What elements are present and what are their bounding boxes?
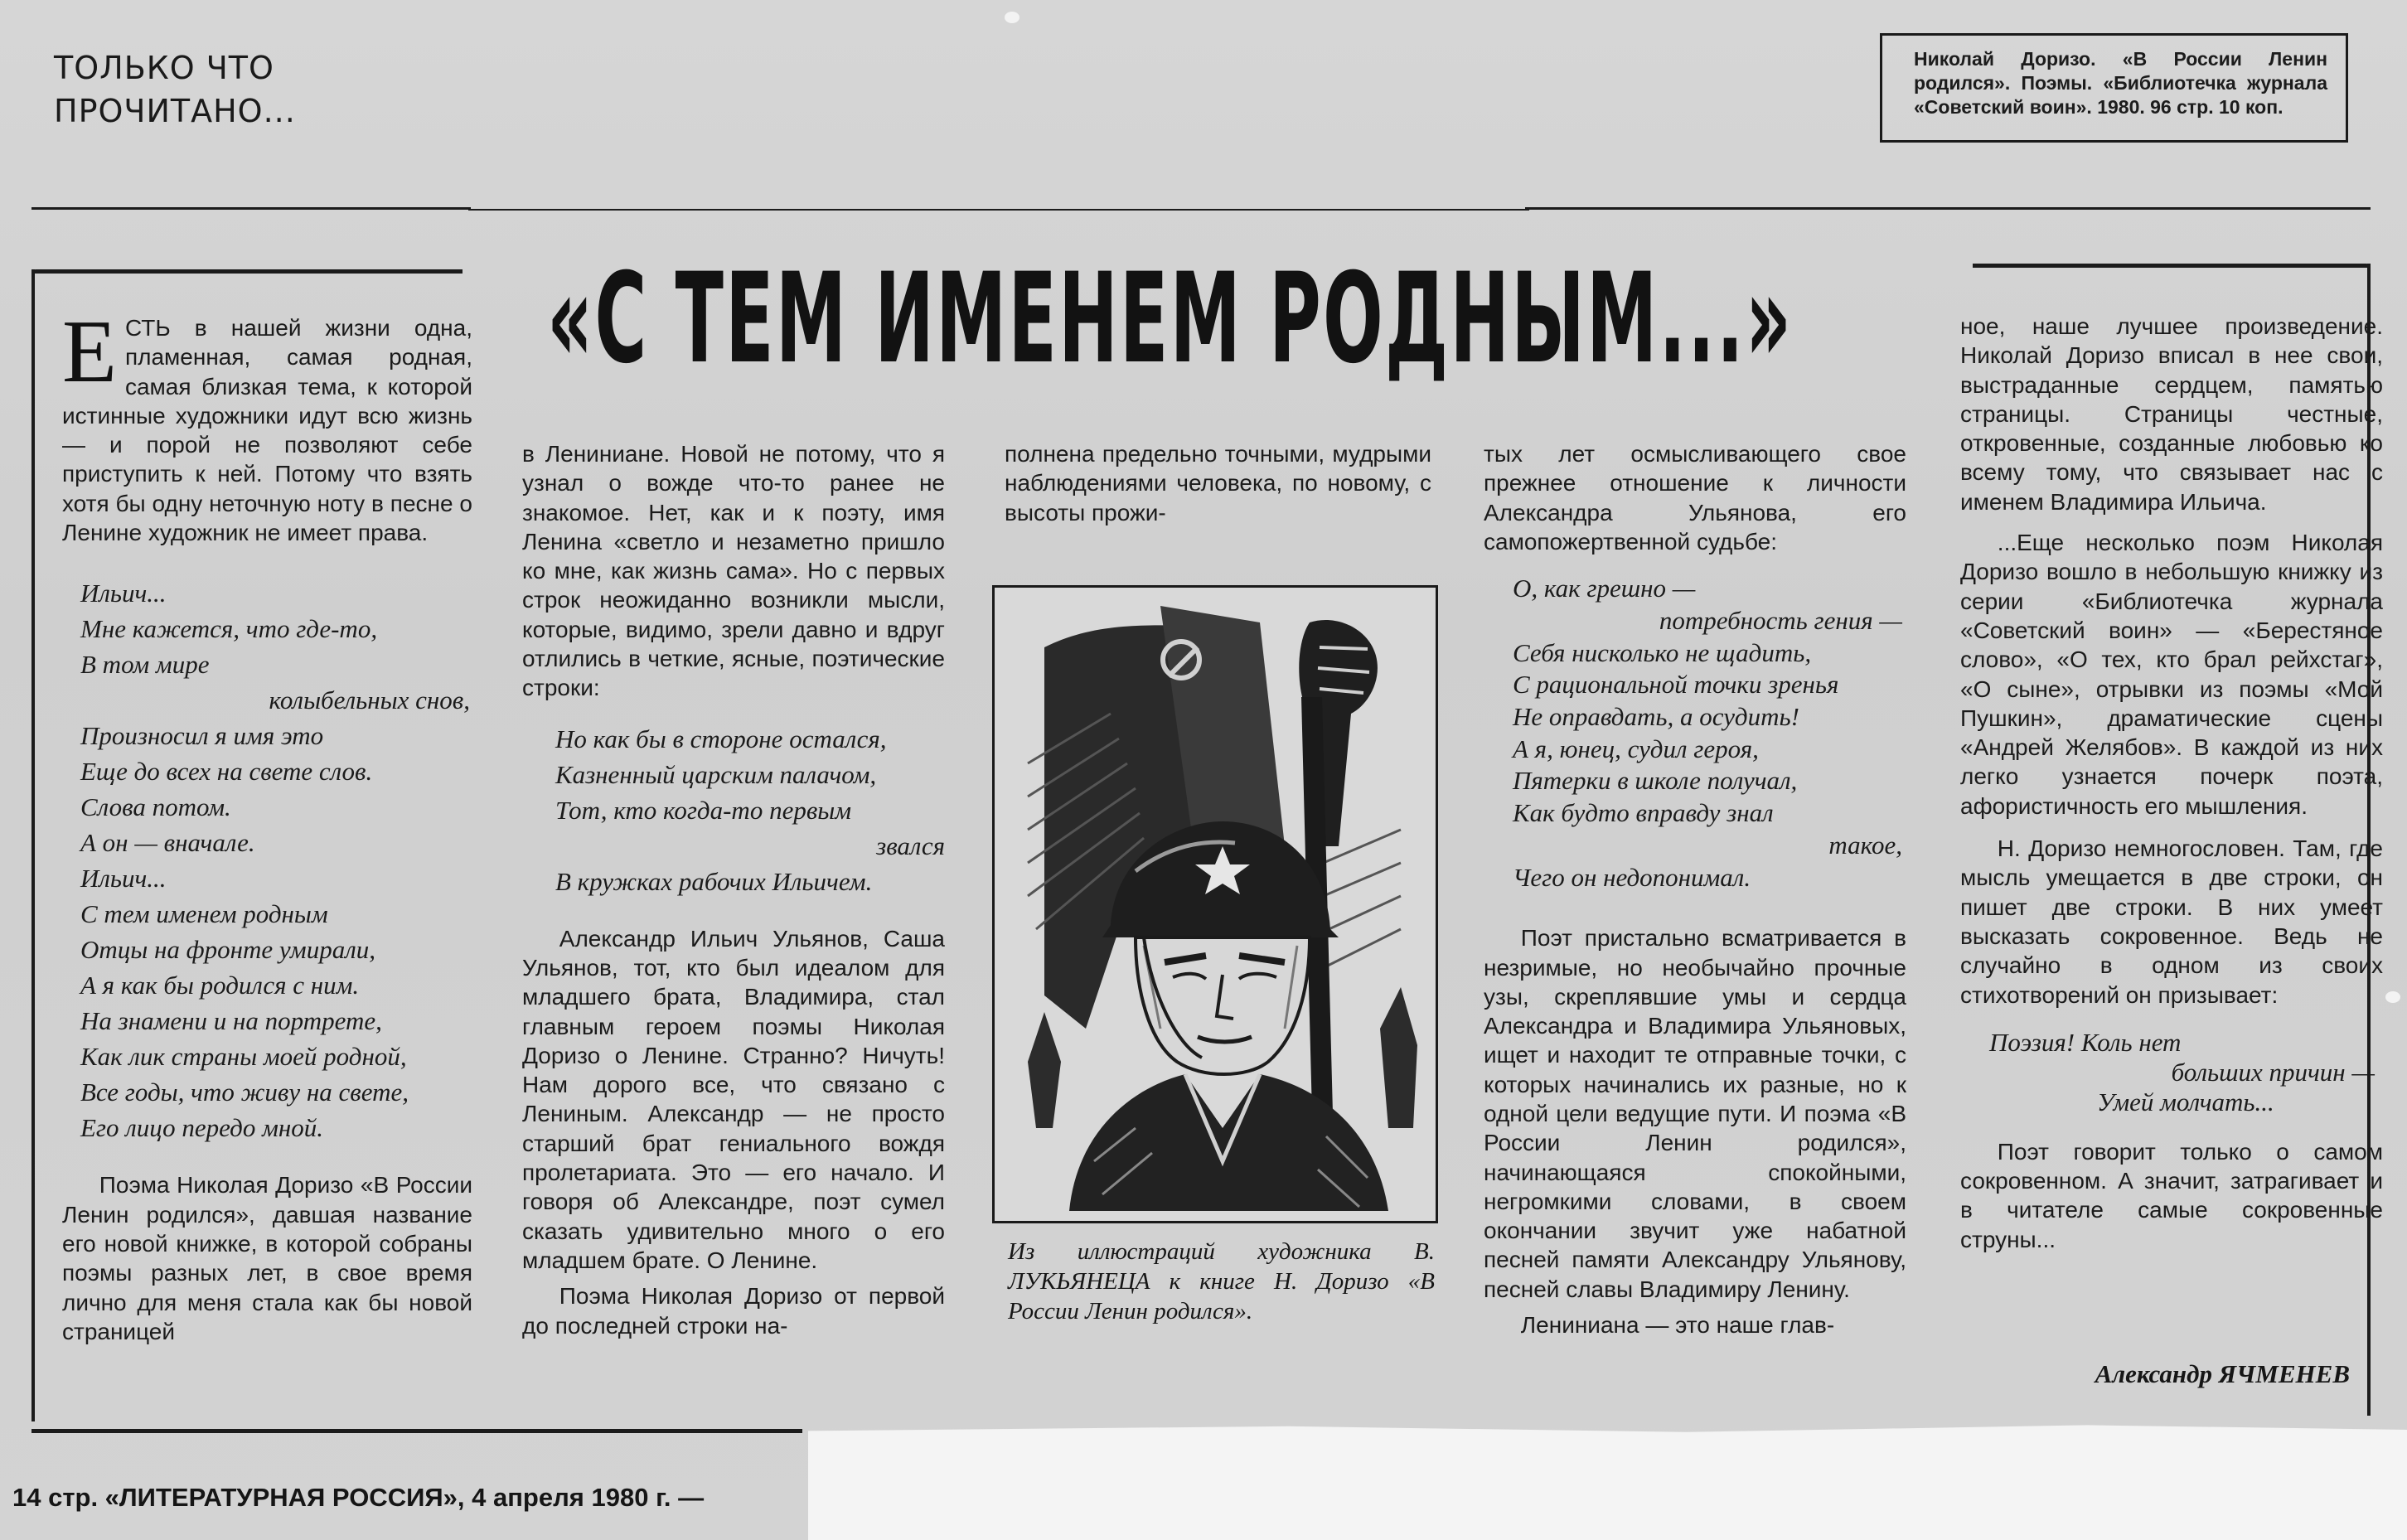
frame-rule-left	[31, 269, 463, 274]
paragraph: в Лениниане. Новой не потому, что я узнал о вожде что-то ранее не знакомое. Нет, как и к поэту, имя Ленина «светло и незаметно пришло ко мне, как жизнь сама». Но с первых строк неожиданно возникли мысли, которые, видимо, зрели давно и вдруг отлились в четкие, ясные, поэтические строки:	[522, 441, 945, 701]
poem-excerpt-1: Ильич... Мне кажется, что где-то, В том мире колыбельных снов, Произносил я имя это Еще до всех на свете слов. Слова потом. А он — вначале. Ильич... С тем именем родным Отцы на фронте умирали, А я как бы родился с ним. На знамени и на портрете, Как лик страны моей родной, Все годы, что живу на свете, Его лицо передо мной.	[80, 579, 470, 1143]
rubric-line-2: ПРОЧИТАНО...	[54, 93, 296, 129]
article-headline: «С ТЕМ ИМЕНЕМ РОДНЫМ...»	[547, 247, 1794, 391]
poem-excerpt-3: О, как грешно — потребность гения — Себя нисколько не щадить, С рациональной точки зренья Не оправдать, а осудить! А я, юнец, судил героя, Пятерки в школе получал, Как будто вправду знал такое, Чего он недопонимал.	[1513, 574, 1902, 892]
paragraph: ...Еще несколько поэм Николая Доризо вошло в небольшую книжку из серии «Библиотечка журнала «Советский воин» — «Берестяное слово», «О тех, кто брал рейхстаг», «О сыне», отрывки из поэмы «Мой Пушкин», драматические сцены «Андрей Желябов». В каждой из них легко узнается почерк поэта, афористичность его мышления.	[1960, 530, 2383, 819]
paragraph: Лениниана — это наше глав-	[1520, 1312, 1835, 1339]
column-1	[62, 303, 472, 1346]
top-rule-center	[468, 209, 1529, 211]
paragraph: Поэма Николая Доризо от первой до последней строки на-	[522, 1283, 945, 1339]
drop-cap: Е	[62, 303, 117, 401]
rubric-line-1: ТОЛЬКО ЧТО	[54, 50, 274, 86]
illustration-caption: Из иллюстраций художника В. ЛУКЬЯНЕЦА к книге Н. Доризо «В России Ленин родился».	[1008, 1238, 1435, 1324]
paragraph: Александр Ильич Ульянов, Саша Ульянов, тот, кто был идеалом для младшего брата, Владимира, стал главным героем поэмы Николая Доризо о Ленине. Странно? Ничуть! Нам дорого все, что связано с Лениным. Александр — не просто старший брат гениального вождя пролетариата. Это — его начало. И говоря об Александре, поэт сумел сказать удивительно много о его младшем брате. О Ленине.	[522, 925, 945, 1273]
paragraph: полнена предельно точными, мудрыми наблюдениями человека, по новому, с высоты прожи-	[1005, 441, 1431, 525]
top-rule-right	[1525, 207, 2371, 210]
bibliography-box: Николай Доризо. «В России Ленин родился». Поэмы. «Библиотечка журнала «Советский воин». 1980. 96 стр. 10 коп.	[1880, 33, 2348, 143]
page-footer: 14 стр. «ЛИТЕРАТУРНАЯ РОССИЯ», 4 апреля 1980 г. —	[12, 1483, 705, 1512]
paper-hole	[2385, 991, 2400, 1003]
column-5	[1960, 312, 2383, 1254]
bottom-rule	[31, 1429, 802, 1433]
paragraph: Поэт пристально всматривается в незримые, но необычайно прочные узы, скреплявшие умы и сердца Александра и Владимира Ульяновых, ищет и находит те отправные точки, с которых начинались их разные, но к одной цели ведущие пути. И поэма «В России Ленин родился», начинающаяся спокойными, негромкими словами, в своем окончании звучит уже набатной песней памяти Александру Ульянову, песней славы Владимиру Ленину.	[1484, 925, 1906, 1302]
column-2	[522, 439, 945, 1340]
frame-side-left	[31, 269, 35, 1421]
column-4	[1484, 439, 1906, 1339]
intro-paragraph: ЕСТЬ в нашей жизни одна, пламенная, самая родная, самая близкая тема, к которой истинные художники идут всю жизнь — и порой не позволяют себе приступить к ней. Потому что взять хотя бы одну неточную ноту в песне о Ленине художник не имеет права.	[62, 303, 472, 546]
soldier-illustration-image	[1011, 598, 1421, 1211]
poem-excerpt-2: Но как бы в стороне остался, Казненный царским палачом, Тот, кто когда-то первым звался В кружках рабочих Ильичем.	[555, 724, 945, 896]
paragraph: тых лет осмысливающего свое прежнее отношение к личности Александра Ульянова, его самопожертвенной судьбе:	[1484, 441, 1906, 554]
top-rule-left	[31, 207, 471, 210]
paper-hole	[1005, 12, 1019, 23]
soldier-illustration	[992, 585, 1438, 1223]
author-signature: Александр ЯЧМЕНЕВ	[2095, 1359, 2350, 1388]
frame-rule-right	[1973, 264, 2371, 268]
paragraph: ное, наше лучшее произведение. Николай Доризо вписал в нее свои, выстраданные сердцем, памятью страницы. Страницы честные, откровенные, созданные любовью ко всему тому, что связывает нас с именем Владимира Ильича.	[1960, 313, 2383, 515]
paragraph: Поэма Николая Доризо «В России Ленин родился», давшая название его новой книжке, в которой собраны поэмы разных лет, в свое время лично для меня стала как бы новой страницей	[62, 1172, 472, 1344]
rubric-header	[54, 46, 327, 133]
paragraph: Поэт говорит только о самом сокровенном. А значит, затрагивает и в читателе самые сокровенные струны...	[1960, 1138, 2383, 1252]
paragraph: Н. Доризо немногословен. Там, где мысль умещается в две строки, он пишет две строки. В них умеет высказать сокровенное. Ведь не случайно в одном из своих стихотворений он призывает:	[1960, 835, 2383, 1008]
torn-paper-edge	[808, 1424, 2407, 1540]
poem-excerpt-4: Поэзия! Коль нет больших причин — Умей молчать...	[1989, 1027, 2375, 1116]
column-3	[1005, 439, 1431, 527]
